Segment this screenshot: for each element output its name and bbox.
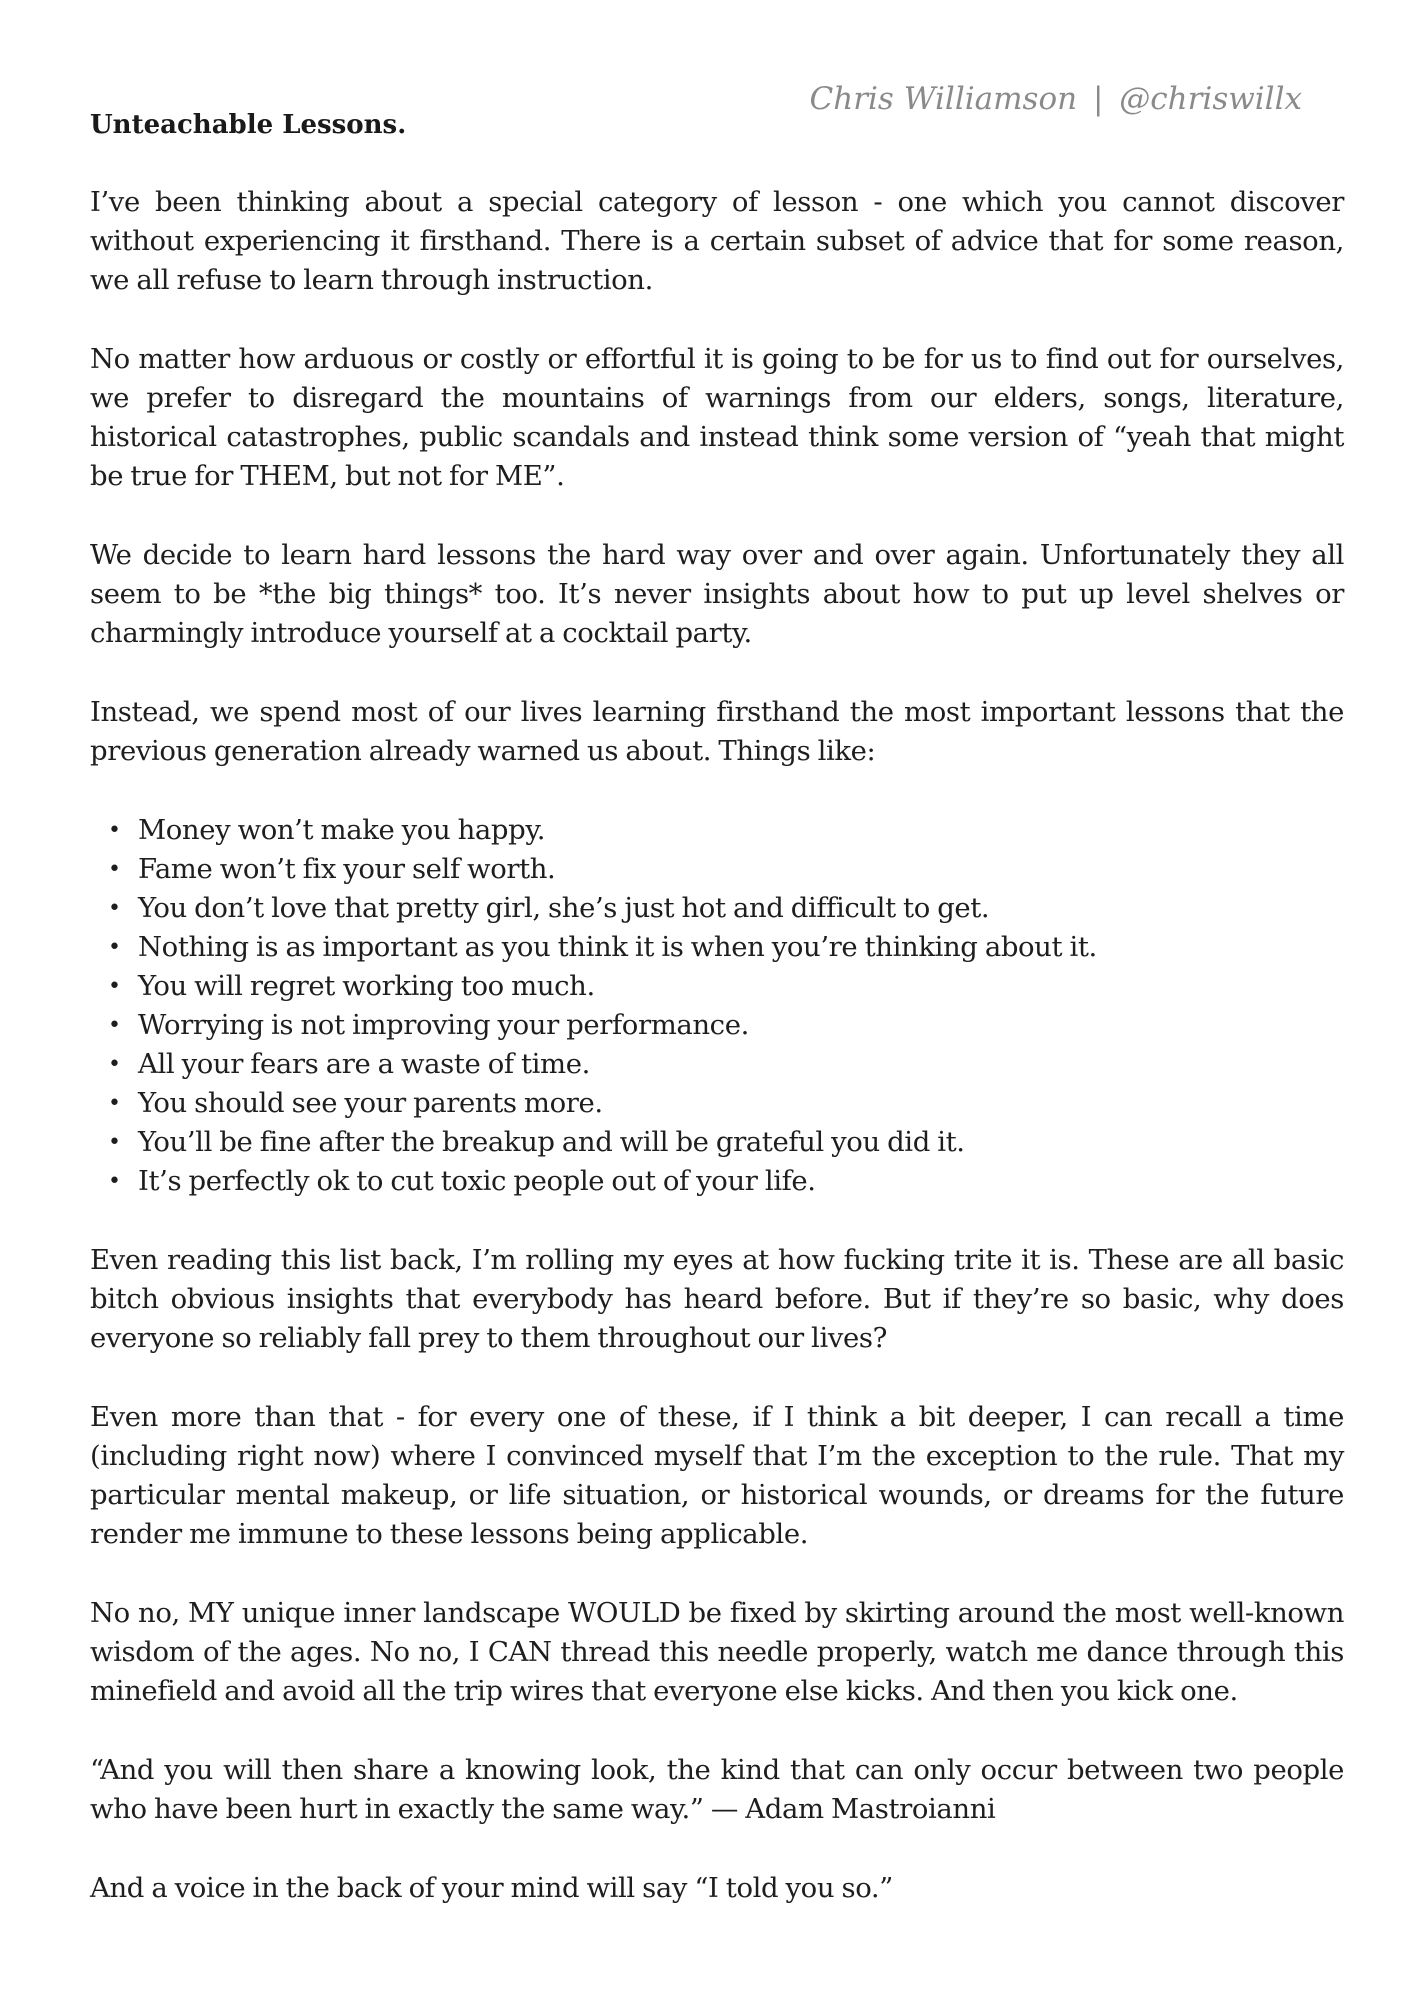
list-item-text: All your fears are a waste of time. <box>138 1048 590 1080</box>
list-item <box>108 1006 1344 1045</box>
list-item <box>108 889 1344 928</box>
bullet-icon: • <box>108 1013 121 1038</box>
bullet-icon: • <box>108 974 121 999</box>
paragraph-warnings: No matter how arduous or costly or effortful it is going to be for us to find out for ourselves, we prefer to disregard the mountains of warnings from our elders, songs, literature, historical catastrophes, public scandals and instead think some version of “yeah that might be true for THEM, but not for ME”. <box>90 343 1344 492</box>
list-item-text: You’ll be fine after the breakup and will be grateful you did it. <box>138 1126 965 1158</box>
author-name: Chris Williamson <box>809 81 1078 117</box>
paragraph-trite: Even reading this list back, I’m rolling my eyes at how fucking trite it is. These are all basic bitch obvious insights that everybody has heard before. But if they’re so basic, why does everyone so reliably fall prey to them throughout our lives? <box>90 1244 1344 1354</box>
paragraph-hard-way: We decide to learn hard lessons the hard way over and over again. Unfortunately they all seem to be *the big things* too. It’s never insights about how to put up level shelves or charmingly introduce yourself at a cocktail party. <box>90 539 1344 649</box>
list-item <box>108 1084 1344 1123</box>
paragraph-quote: “And you will then share a knowing look, the kind that can only occur between two people who have been hurt in exactly the same way.” — Adam Mastroianni <box>90 1754 1344 1825</box>
list-item <box>108 850 1344 889</box>
list-item-text: Fame won’t fix your self worth. <box>138 853 556 885</box>
list-item-text: It’s perfectly ok to cut toxic people out of your life. <box>138 1165 816 1197</box>
bullet-icon: • <box>108 1091 121 1116</box>
list-item <box>108 1045 1344 1084</box>
bullet-icon: • <box>108 1052 121 1077</box>
byline-separator: | <box>1092 81 1104 117</box>
lessons-list <box>90 811 1344 1201</box>
list-item <box>108 967 1344 1006</box>
bullet-icon: • <box>108 1169 121 1194</box>
bullet-icon: • <box>108 857 121 882</box>
bullet-icon: • <box>108 896 121 921</box>
bullet-icon: • <box>108 935 121 960</box>
list-item-text: You will regret working too much. <box>138 970 595 1002</box>
bullet-icon: • <box>108 818 121 843</box>
list-item-text: You should see your parents more. <box>138 1087 603 1119</box>
paragraph-exception: Even more than that - for every one of these, if I think a bit deeper, I can recall a time (including right now) where I convinced myself that I’m the exception to the rule. That my particular mental makeup, or life situation, or historical wounds, or dreams for the future render me immune to these lessons being applicable. <box>90 1401 1344 1550</box>
list-item <box>108 1123 1344 1162</box>
list-item-text: Worrying is not improving your performance. <box>138 1009 749 1041</box>
list-item-text: Money won’t make you happy. <box>138 814 546 846</box>
list-item <box>108 1162 1344 1201</box>
list-item <box>108 928 1344 967</box>
paragraph-intro: I’ve been thinking about a special category of lesson - one which you cannot discover without experiencing it firsthand. There is a certain subset of advice that for some reason, we all refuse to learn through instruction. <box>90 186 1344 296</box>
list-item-text: Nothing is as important as you think it is when you’re thinking about it. <box>138 931 1097 963</box>
list-item <box>108 811 1344 850</box>
article-body <box>90 105 1344 1948</box>
bullet-icon: • <box>108 1130 121 1155</box>
paragraph-inner-landscape: No no, MY unique inner landscape WOULD be fixed by skirting around the most well-known wisdom of the ages. No no, I CAN thread this needle properly, watch me dance through this minefield and avoid all the trip wires that everyone else kicks. And then you kick one. <box>90 1597 1344 1707</box>
list-item-text: You don’t love that pretty girl, she’s just hot and difficult to get. <box>138 892 990 924</box>
article-title: Unteachable Lessons. <box>90 110 407 140</box>
paragraph-told-you-so: And a voice in the back of your mind will say “I told you so.” <box>90 1872 893 1904</box>
author-handle: @chriswillx <box>1119 81 1302 117</box>
paragraph-things-like: Instead, we spend most of our lives learning firsthand the most important lessons that the previous generation already warned us about. Things like: <box>90 696 1344 767</box>
